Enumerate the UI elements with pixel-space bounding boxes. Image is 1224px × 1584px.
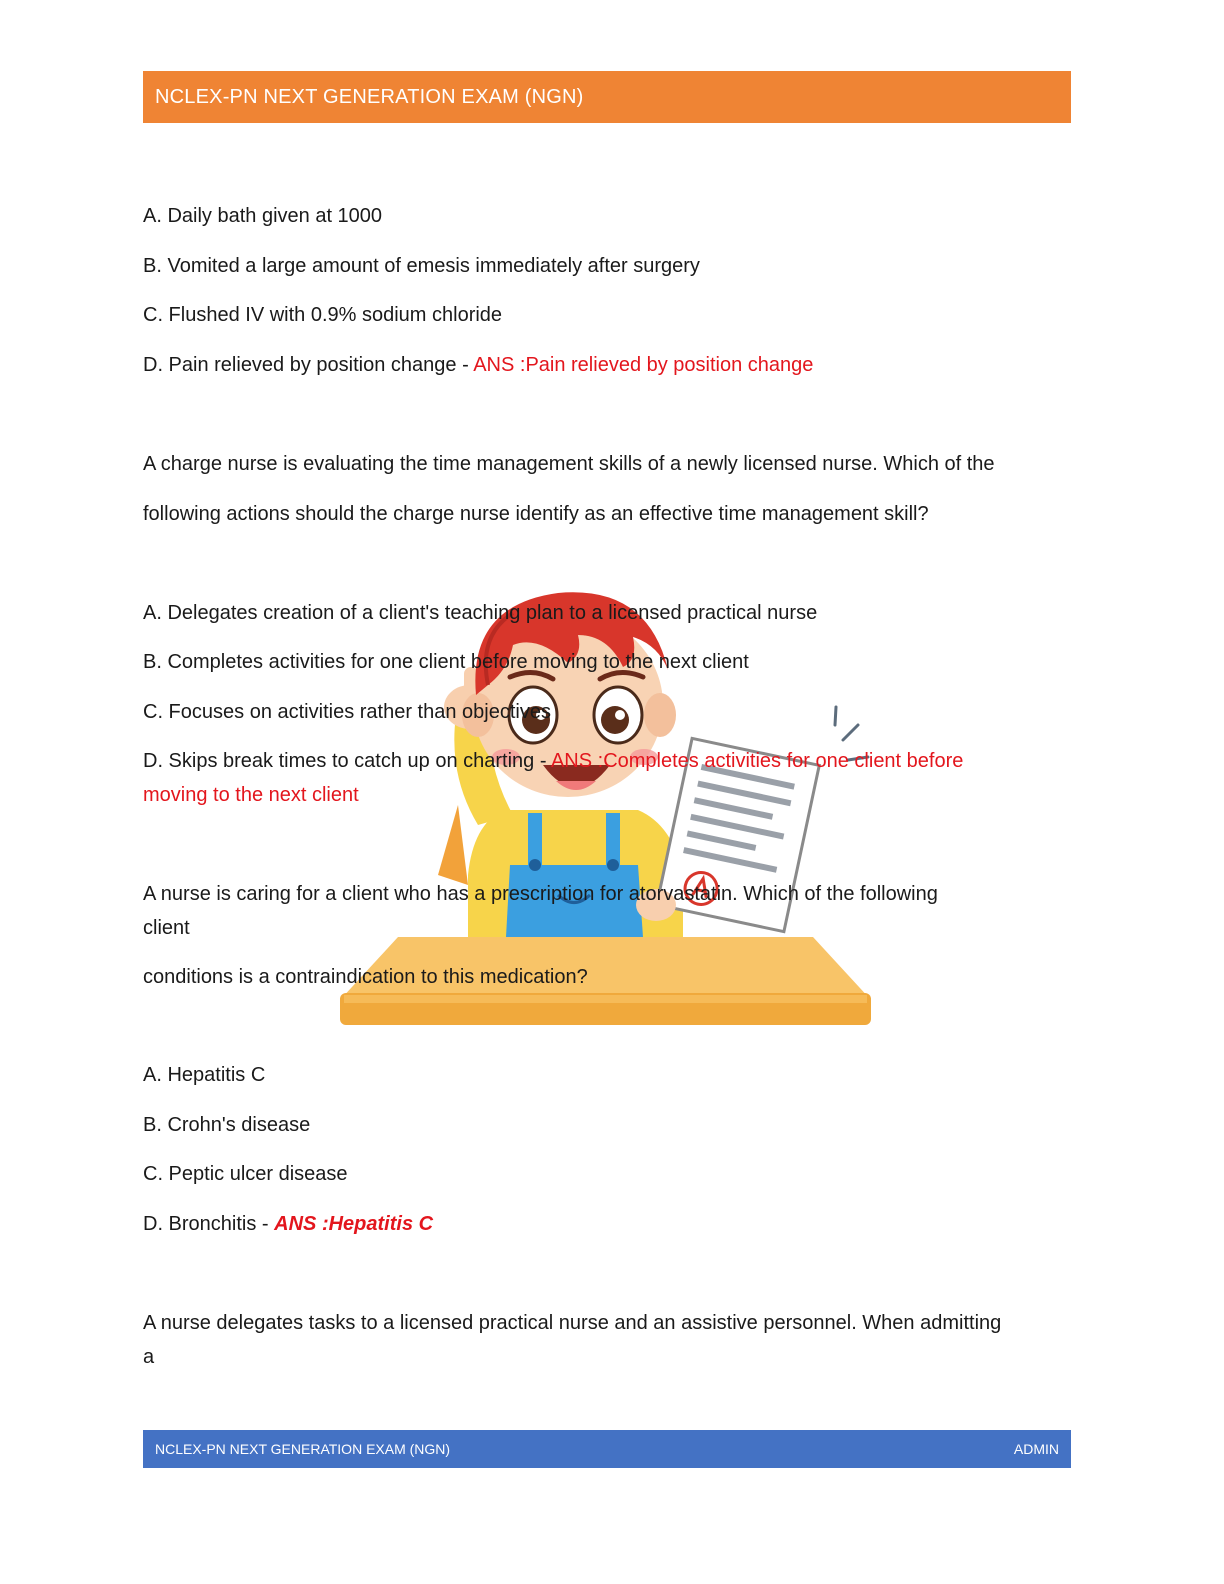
question-text: conditions is a contraindication to this medication?: [143, 966, 588, 988]
answer-text: ANS :Pain relieved by position change: [473, 354, 814, 376]
answer-text-continued: moving to the next client: [143, 784, 359, 806]
answer-text: ANS :Hepatitis C: [274, 1213, 434, 1235]
option-b: B. Crohn's disease: [143, 1114, 311, 1136]
option-d-text: D. Pain relieved by position change -: [143, 354, 474, 376]
option-a: A. Daily bath given at 1000: [143, 205, 383, 227]
option-d: [143, 348, 813, 382]
option-b: B. Completes activities for one client before moving to the next client: [143, 651, 749, 673]
page-footer: [143, 1430, 1071, 1468]
option-a: A. Hepatitis C: [143, 1064, 266, 1086]
question-text: client: [143, 917, 190, 939]
answer-text: ANS :Completes activities for one client before: [550, 750, 964, 772]
question-text: A charge nurse is evaluating the time management skills of a newly licensed nurse. Which of the: [143, 453, 995, 475]
option-d: [143, 1207, 433, 1241]
option-c: C. Flushed IV with 0.9% sodium chloride: [143, 304, 503, 326]
option-a: A. Delegates creation of a client's teaching plan to a licensed practical nurse: [143, 602, 818, 624]
option-c: C. Peptic ulcer disease: [143, 1163, 348, 1185]
header-title: NCLEX-PN NEXT GENERATION EXAM (NGN): [155, 85, 584, 108]
footer-left-text: NCLEX-PN NEXT GENERATION EXAM (NGN): [155, 1441, 451, 1457]
option-d-text: D. Bronchitis -: [143, 1213, 275, 1235]
option-b: B. Vomited a large amount of emesis immediately after surgery: [143, 255, 700, 277]
page-header: [143, 71, 1071, 123]
footer-right-text: ADMIN: [1013, 1441, 1059, 1457]
option-d: [143, 744, 963, 778]
option-c: C. Focuses on activities rather than objectives: [143, 701, 551, 723]
question-text: following actions should the charge nurse identify as an effective time management skill?: [143, 503, 929, 525]
option-d-text: D. Skips break times to catch up on charting -: [143, 750, 551, 772]
question-text: A nurse is caring for a client who has a prescription for atorvastatin. Which of the following: [143, 883, 938, 905]
question-text: A nurse delegates tasks to a licensed practical nurse and an assistive personnel. When admitting: [143, 1312, 1002, 1334]
question-text: a: [143, 1346, 155, 1368]
